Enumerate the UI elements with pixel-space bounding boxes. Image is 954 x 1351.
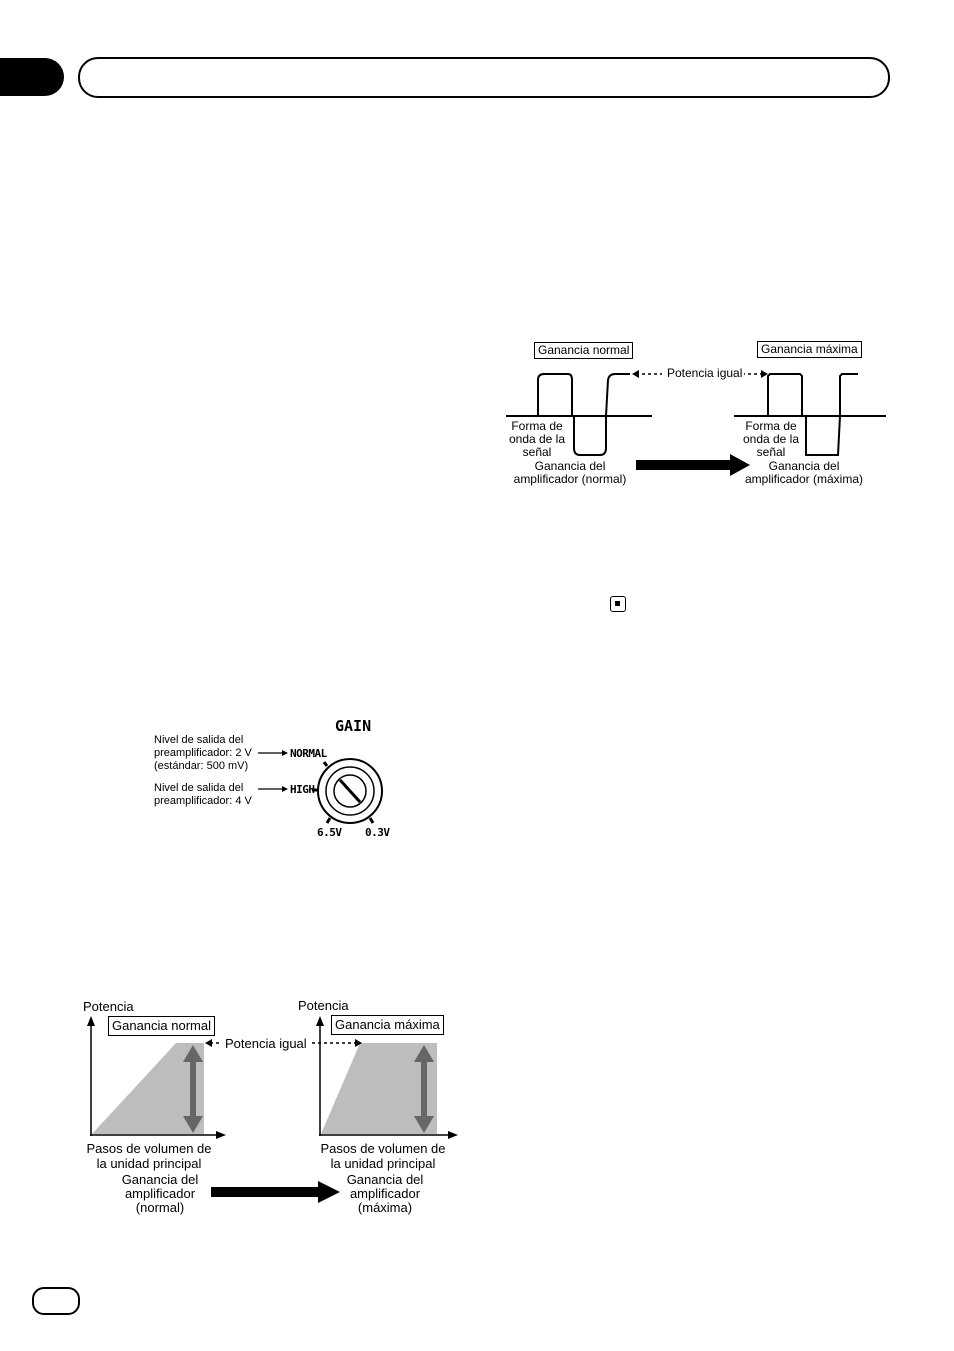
chart-amp-max-label: Ganancia del amplificador (máxima) [346,1172,424,1215]
left-x-arrow [216,1131,226,1139]
chart-amp-normal-label: Ganancia del amplificador (normal) [121,1172,199,1215]
waveform-left-label: Forma de onda de la señal [508,419,566,459]
high-mark: HIGH [290,783,315,796]
high-output-desc: Nivel de salida del preamplificador: 4 V [154,782,252,807]
normal-gain-box: Ganancia normal [534,342,633,359]
min-mark: 6.5V [317,826,342,839]
max-mark: 0.3V [365,826,390,839]
amp-normal-label: Ganancia del amplificador (normal) [513,459,627,486]
amp-max-label: Ganancia del amplificador (máxima) [744,459,864,486]
equal-power-label: Potencia igual [667,366,743,380]
normal-output-desc: Nivel de salida del preamplificador: 2 V (estándar: 500 mV) [154,734,252,772]
gain-title: GAIN [335,717,372,735]
right-axis-label: Potencia [298,998,349,1013]
chart-transition-arrow-body [211,1187,321,1197]
right-x-arrow [448,1131,458,1139]
left-gain-box: Ganancia normal [108,1016,215,1036]
chart-equal-power-label: Potencia igual [225,1036,307,1051]
right-y-arrow [316,1016,324,1026]
left-y-arrow [87,1016,95,1026]
right-x-label: Pasos de volumen de la unidad principal [320,1141,446,1171]
left-x-label: Pasos de volumen de la unidad principal [86,1141,212,1171]
max-gain-box: Ganancia máxima [757,341,862,358]
normal-mark: NORMAL [290,747,327,760]
chart-equal-head-left [205,1039,212,1047]
left-axis-label: Potencia [83,999,134,1014]
waveform-right-label: Forma de onda de la señal [742,419,800,459]
right-gain-box: Ganancia máxima [331,1015,444,1035]
